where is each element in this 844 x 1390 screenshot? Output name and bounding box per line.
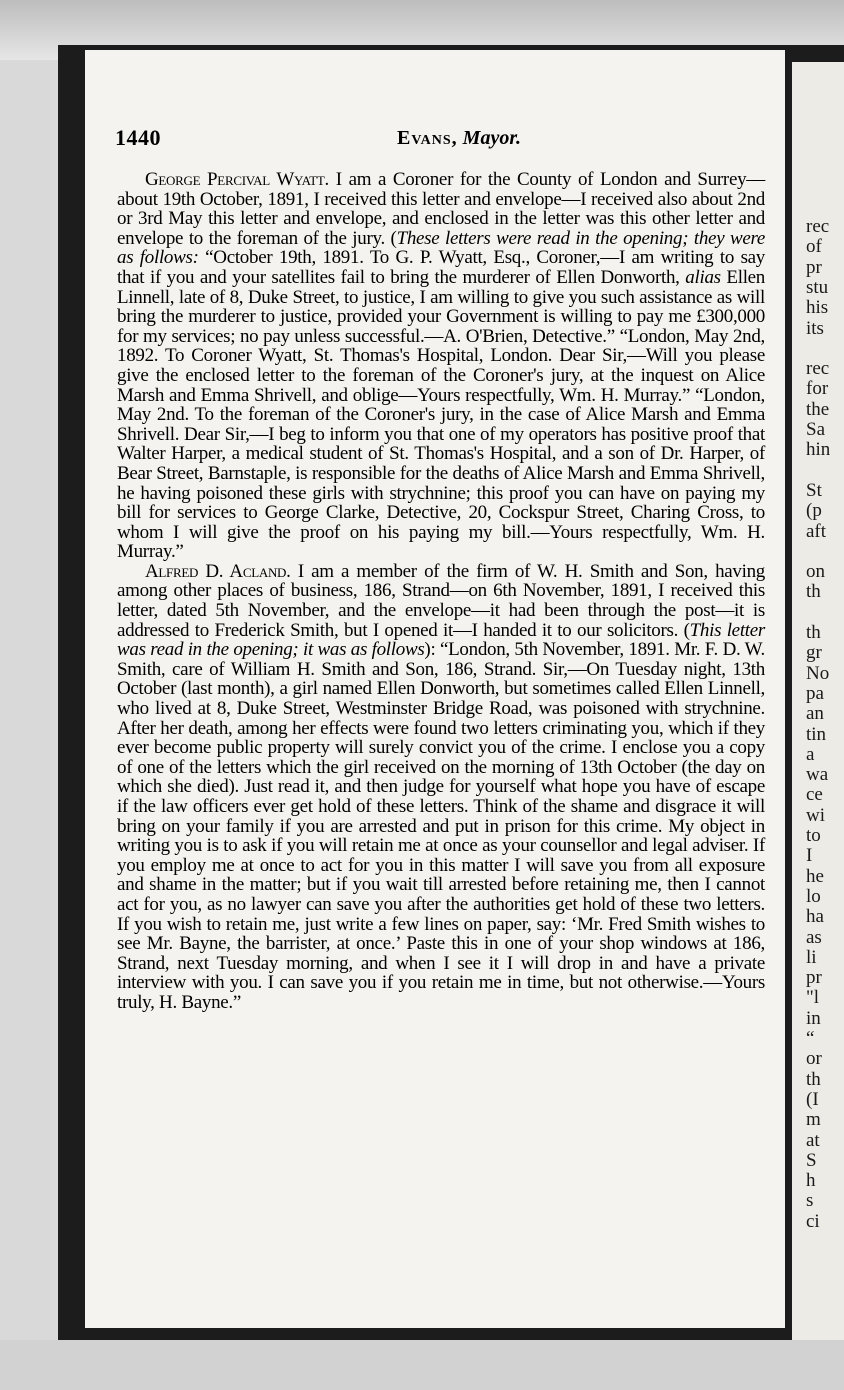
adjacent-page-fragment: ci xyxy=(806,1210,820,1232)
adjacent-page-fragment: tin xyxy=(806,723,827,745)
adjacent-page-fragment: St xyxy=(806,479,822,501)
witness-name: George Percival Wyatt. xyxy=(145,169,329,190)
testimony-text: Ellen Linnell, late of 8, Duke Street, to justice, I am willing to give you such assistance as will bring the murderer to justice, provided your Government is willing to pay me £300,000 for my services; no pay unless successful.—A. O'Brien, Detective.” “London, May 2nd, 1892. To Coroner Wyatt, St. Thomas's Hospital, London. Dear Sir,—Will you please give the enclosed letter to the foreman of the Coroner's jury, at the inquest on Alice Marsh and Emma Shrivell, and oblige—Yours respectfully, Wm. H. Murray.” “London, May 2nd. To the foreman of the Coroner's jury, in the case of Alice Marsh and Emma Shrivell. Dear Sir,—I beg to inform you that one of my operators has positive proof that Walter Harper, a medical student of St. Thomas's Hospital, and a son of Dr. Harper, of Bear Street, Barnstaple, is responsible for the deaths of Alice Marsh and Emma Shrivell, he having poisoned these girls with strychnine; this proof you can have on paying my bill for services to George Clarke, Detective, 20, Cockspur Street, Charing Cross, to whom I will give the proof on his paying my bill.—Yours respectfully, Wm. H. Murray.” xyxy=(117,266,766,563)
witness-name: Alfred D. Acland. xyxy=(145,560,291,582)
adjacent-page-fragment: h xyxy=(806,1170,816,1192)
adjacent-page-fragment: for xyxy=(806,378,829,400)
adjacent-page-edge xyxy=(792,62,844,1342)
adjacent-page-fragment: gr xyxy=(806,642,822,664)
adjacent-page-fragment: a xyxy=(806,743,815,765)
running-head xyxy=(397,127,521,150)
adjacent-page-fragment: aft xyxy=(806,520,827,542)
adjacent-page-fragment: pr xyxy=(806,256,822,278)
adjacent-page-fragment: or xyxy=(806,1048,822,1070)
running-head-name: Evans, xyxy=(397,127,458,149)
adjacent-page-fragment: stu xyxy=(806,276,829,298)
adjacent-page-fragment: on xyxy=(806,561,825,583)
adjacent-page-fragment: m xyxy=(806,1109,821,1131)
adjacent-page-fragment: (p xyxy=(806,500,822,522)
testimony-text: I am a member of the firm of W. H. Smith and Son, having among other places of business, 186, Strand—on 6th November, 1891, I received this letter, dated 5th November, and the envelope—it had been through the post—it is addressed to Frederick Smith, but I opened it—I handed it to our solicitors. ( xyxy=(117,560,765,641)
adjacent-page-fragment: “ xyxy=(806,1028,815,1049)
page-number: 1440 xyxy=(115,125,161,150)
running-head-title: Mayor. xyxy=(462,127,521,149)
adjacent-page-fragment: of xyxy=(806,236,822,258)
adjacent-page-fragment: ha xyxy=(806,906,824,928)
adjacent-page-fragment: as xyxy=(806,926,822,948)
adjacent-page-fragment: th xyxy=(806,1068,821,1090)
adjacent-page-fragment: wa xyxy=(806,764,829,786)
adjacent-page-fragment: pr xyxy=(806,967,822,989)
testimony-text: I am a Coroner for the County of London and Surrey—about 19th October, 1891, I received this letter and envelope—I received also about 2nd or 3rd May this letter and envelope, and enclosed in the letter was this other letter and envelope to the foreman of the jury. ( xyxy=(117,169,765,249)
adjacent-page-fragment: in xyxy=(806,1007,821,1029)
testimony-paragraph xyxy=(117,562,765,1013)
adjacent-page-fragment: (I xyxy=(806,1088,819,1110)
adjacent-page-fragment: hin xyxy=(806,439,831,461)
adjacent-page-fragment: th xyxy=(806,581,821,603)
italic-note: This letter was read in the opening; it was as follows xyxy=(117,619,766,661)
adjacent-page-fragment: lo xyxy=(806,885,821,907)
adjacent-page-fragment: ce xyxy=(806,784,823,806)
italic-note: These letters were read in the opening; they were as follows: xyxy=(117,227,765,269)
testimony-text: “October 19th, 1891. To G. P. Wyatt, Esq., Coroner,—I am writing to say that if you and your satellites fail to bring the murderer of Ellen Donworth, xyxy=(117,247,765,288)
adjacent-page-fragment: No xyxy=(806,662,830,684)
adjacent-page-fragment: I xyxy=(806,845,813,867)
adjacent-page-fragment: pa xyxy=(806,682,824,704)
testimony-paragraph xyxy=(117,170,765,562)
body-text xyxy=(117,170,765,1013)
adjacent-page-fragment: the xyxy=(806,398,830,420)
adjacent-page-fragment: its xyxy=(806,317,824,339)
adjacent-page-fragment: to xyxy=(806,825,821,846)
adjacent-page-fragment: wi xyxy=(806,804,825,826)
italic-note: alias xyxy=(685,266,721,288)
adjacent-page-fragment: s xyxy=(806,1190,814,1212)
adjacent-page-fragment: an xyxy=(806,703,824,725)
adjacent-page-fragment: his xyxy=(806,297,829,319)
adjacent-page-fragment: S xyxy=(806,1149,817,1171)
adjacent-page-fragment: he xyxy=(806,865,824,887)
scan-bottom-margin xyxy=(0,1340,844,1390)
adjacent-page-fragment: li xyxy=(806,946,817,968)
adjacent-page-fragment: rec xyxy=(806,216,830,237)
adjacent-page-fragment: at xyxy=(806,1129,820,1151)
adjacent-page-fragment: Sa xyxy=(806,419,825,440)
testimony-text: ): “London, 5th November, 1891. Mr. F. D. W. Smith, care of William H. Smith and Son, 186, Strand. Sir,—On Tuesday night, 13th October (last month), a girl named Ellen Donworth, but sometimes called Ellen Linnell, who lived at 8, Duke Street, Westminster Bridge Road, was poisoned with strychnine. After her death, among her effects were found two letters criminating you, which if they ever become public property will surely convict you of the crime. I enclose you a copy of one of the letters which the girl received on the morning of 13th October (the day on which she died). Just read it, and then judge for yourself what hope you have of escape if the law officers ever get hold of these letters. Think of the shame and disgrace it will bring on your family if you are arrested and put in prison for this crime. My object in writing you is to ask if you will retain me at once as your counsellor and legal adviser. If you employ me at once to act for you in this matter I will save you from all exposure and shame in the matter; but if you wait till arrested before retaining me, then I cannot act for you, as no lawyer can save you after the authorities get hold of these two letters. If you wish to retain me, just write a few lines on paper, say: ‘Mr. Fred Smith wishes to see Mr. Bayne, the barrister, at once.’ Paste this in one of your shop windows at 186, Strand, next Tuesday morning, and when I see it I will drop in and have a private interview with you. I can save you if you retain me in time, but not otherwise.—Yours truly, H. Bayne.” xyxy=(117,639,765,1013)
adjacent-page-fragment: "l xyxy=(806,987,820,1009)
adjacent-page-fragment: rec xyxy=(806,358,830,380)
page-header xyxy=(115,125,765,155)
adjacent-page-fragment: th xyxy=(806,622,821,643)
